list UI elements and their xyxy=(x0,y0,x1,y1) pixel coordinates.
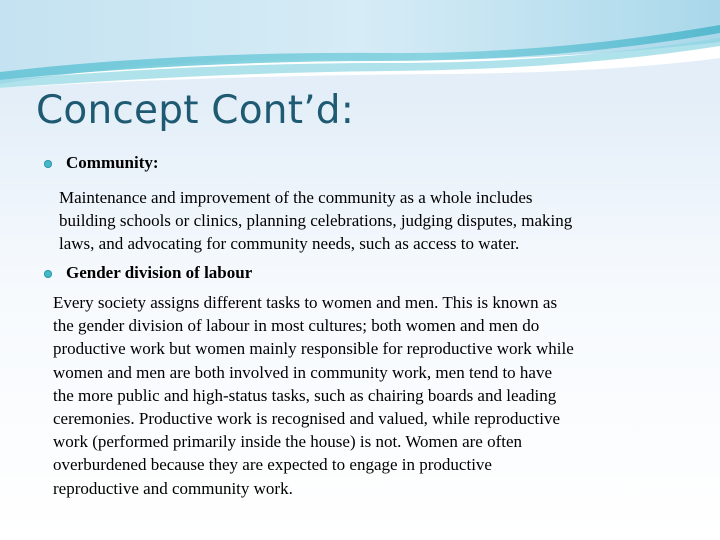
bullet-heading-community: Community: xyxy=(66,153,159,172)
slide-title: Concept Cont’d: xyxy=(36,88,355,133)
bullet-dot-icon xyxy=(44,160,52,168)
bullet-body-community: Maintenance and improvement of the community as a whole includes building schools or clinics, planning celebrations, judging disputes, making laws, and advocating for community needs, such as access to water. xyxy=(59,188,573,254)
header-wave-decoration xyxy=(0,0,720,95)
bullet-dot-icon xyxy=(44,270,52,278)
bullet-heading-gender-division: Gender division of labour xyxy=(66,263,253,282)
bullet-body-gender-division: Every society assigns different tasks to women and men. This is known as the gender division of labour in most cultures; both women and men do productive work but women mainly responsible for reproductive work while women and men are both involved in community work, men tend to have the more public and high-status tasks, such as chairing boards and leading ceremonies. Productive work is recognised and valued, while reproductive work (performed primarily inside the house) is not. Women are often overburdened because they are expected to engage in productive reproductive and community work. xyxy=(53,293,574,498)
